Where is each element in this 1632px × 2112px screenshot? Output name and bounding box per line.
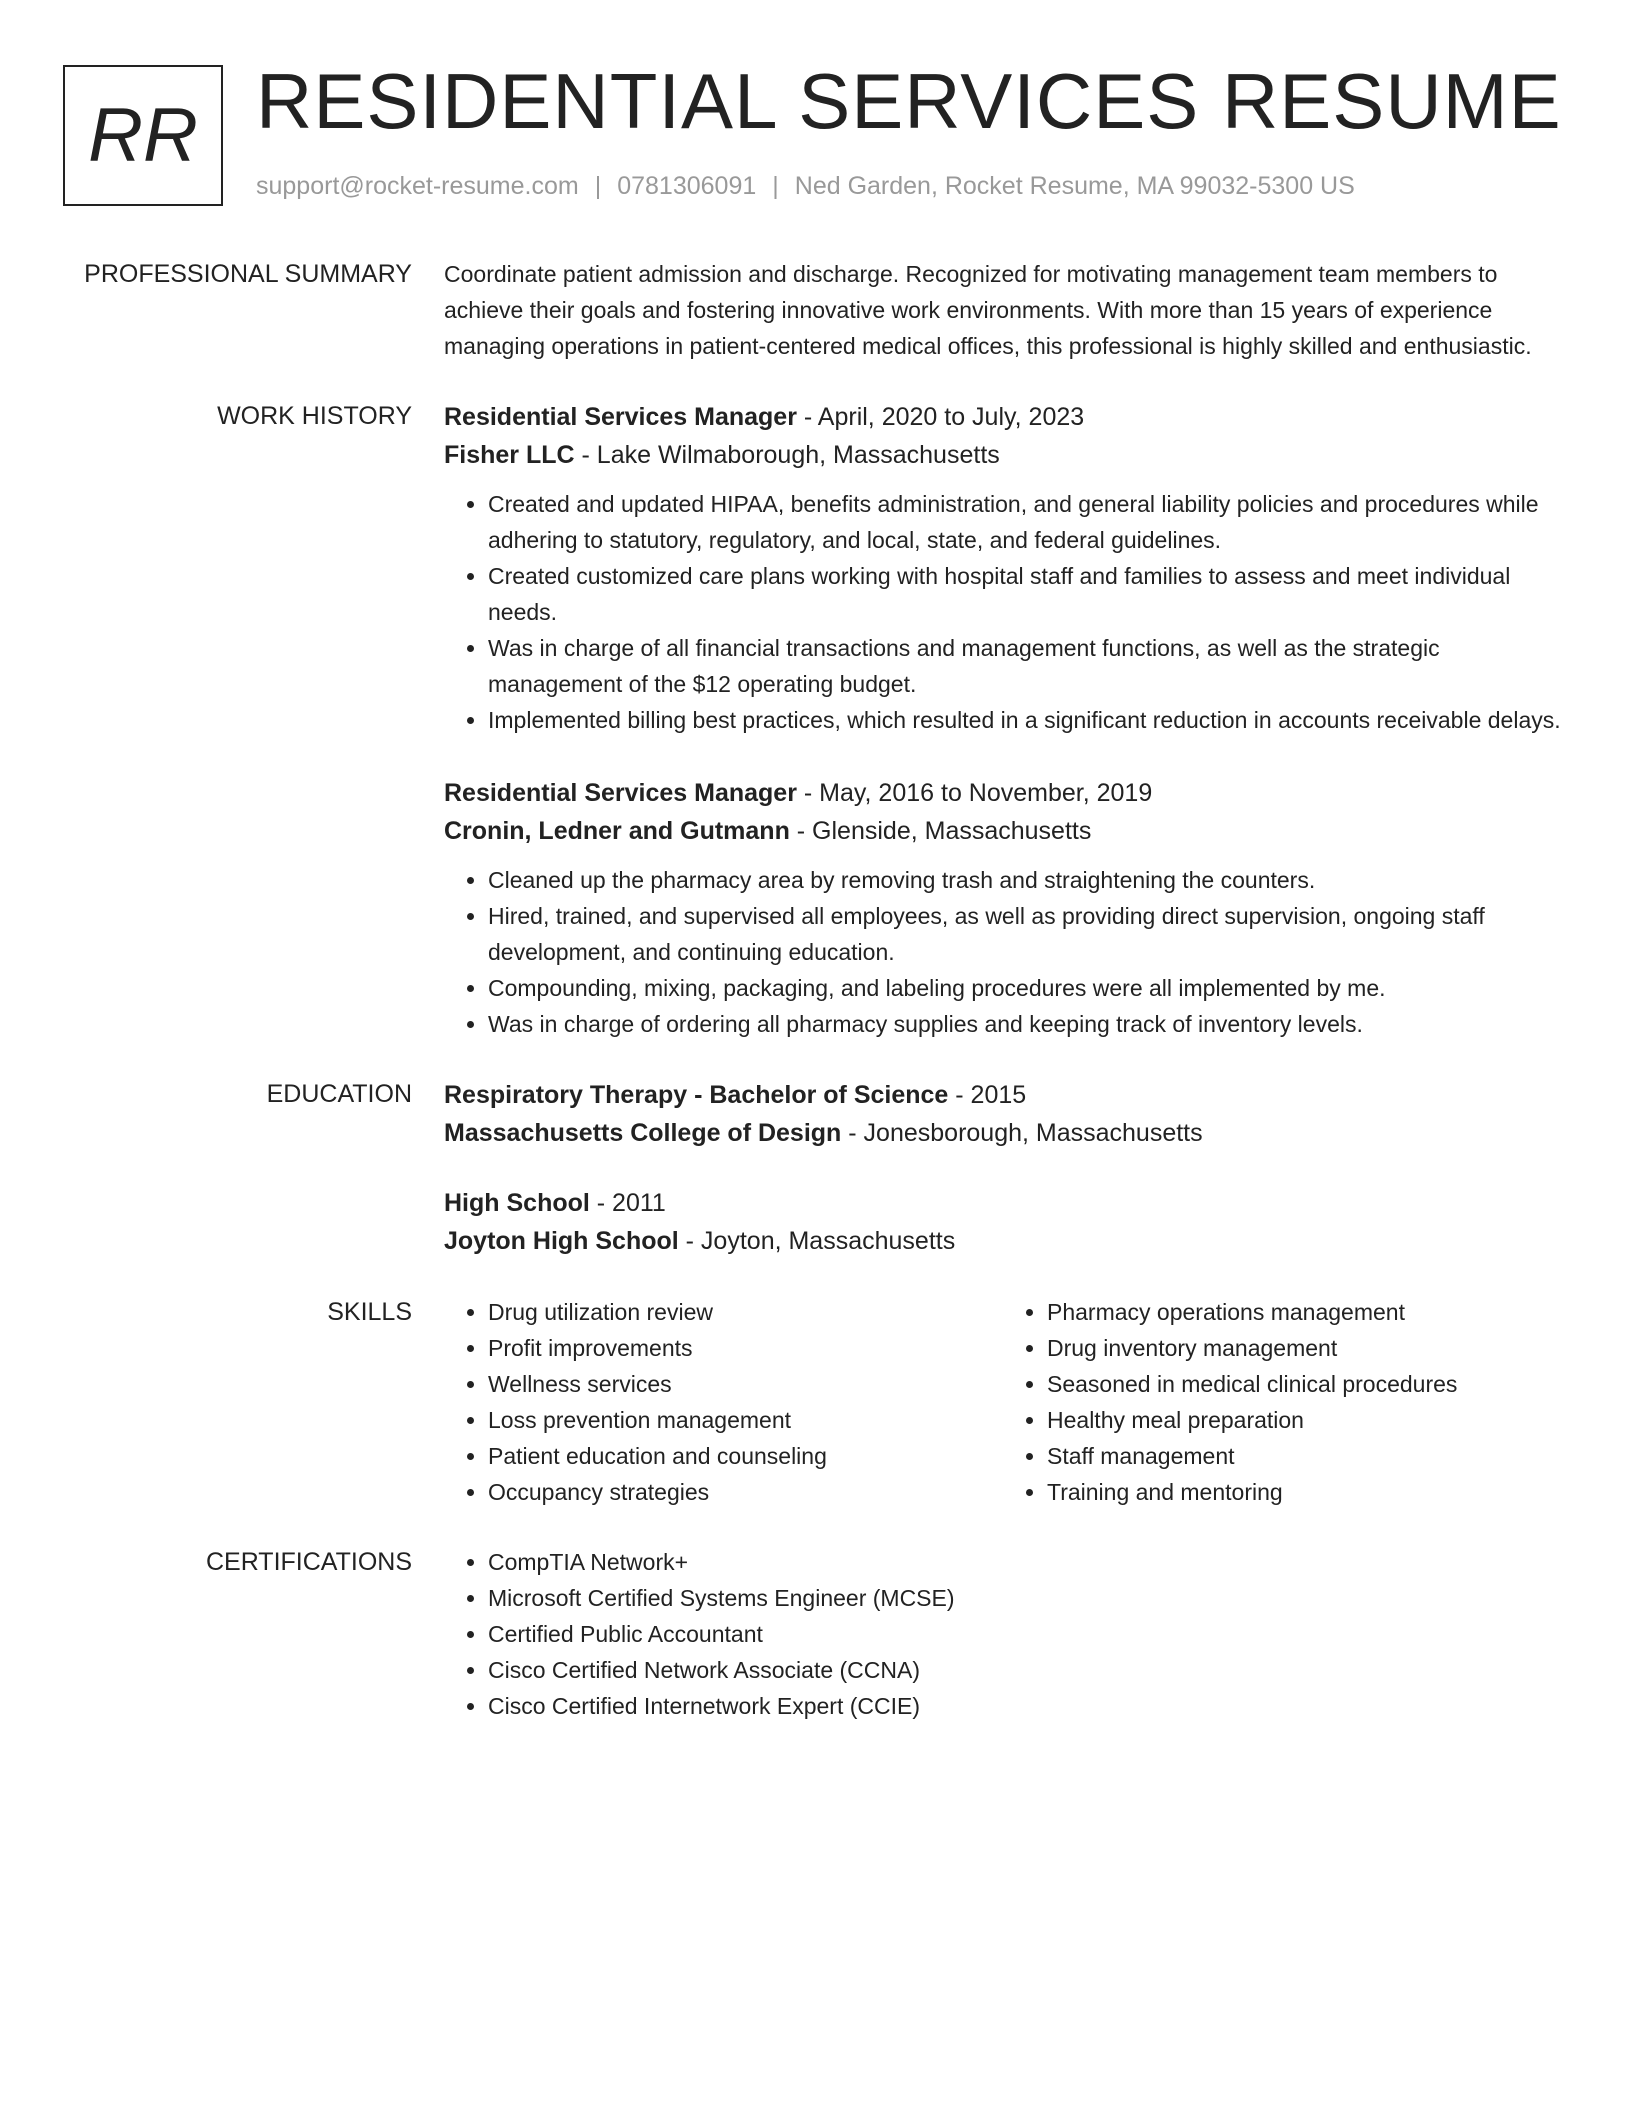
certification-item: • Microsoft Certified Systems Engineer (MCSE) (488, 1580, 1562, 1616)
skill-item: • Profit improvements (488, 1330, 1003, 1366)
skill-item: • Wellness services (488, 1366, 1003, 1402)
job-dates: - May, 2016 to November, 2019 (796, 779, 1153, 807)
skills-section (0, 1294, 1632, 1510)
skill-item: • Drug inventory management (1047, 1330, 1562, 1366)
job-title: Residential Services Manager (444, 779, 797, 807)
summary-body (444, 256, 1562, 364)
skill-item: • Occupancy strategies (488, 1474, 1003, 1510)
job-bullets (444, 862, 1562, 1042)
work-history-body (444, 398, 1562, 1042)
job-title: Residential Services Manager (444, 403, 797, 431)
job-location: - Lake Wilmaborough, Massachusetts (574, 441, 1000, 469)
contact-separator: | (594, 172, 602, 200)
section-label-summary: PROFESSIONAL SUMMARY (84, 260, 412, 288)
monogram-logo: RR (63, 65, 223, 206)
section-label-certifications: CERTIFICATIONS (205, 1548, 412, 1576)
job-bullet: • Was in charge of ordering all pharmacy supplies and keeping track of inventory levels. (488, 1006, 1562, 1042)
education-entry (444, 1184, 1562, 1260)
resume-sections (0, 256, 1632, 1758)
summary-section (0, 256, 1632, 364)
skill-item: • Healthy meal preparation (1047, 1402, 1562, 1438)
job-company-line (444, 436, 1562, 474)
skill-item: • Training and mentoring (1047, 1474, 1562, 1510)
school-name: Massachusetts College of Design (444, 1119, 842, 1147)
education-section (0, 1076, 1632, 1260)
job-company: Fisher LLC (444, 441, 575, 469)
school-line (444, 1114, 1562, 1152)
education-body (444, 1076, 1562, 1260)
school-line (444, 1222, 1562, 1260)
certifications-list (444, 1544, 1562, 1724)
job-location: - Glenside, Massachusetts (789, 817, 1092, 845)
page-title: RESIDENTIAL SERVICES RESUME (256, 57, 1562, 145)
school-location: - Joyton, Massachusetts (678, 1227, 956, 1255)
contact-phone: 0781306091 (617, 172, 757, 200)
job-bullet: • Hired, trained, and supervised all employees, as well as providing direct supervision, ongoing staff development, and continuing education. (488, 898, 1562, 970)
degree-name: Respiratory Therapy - Bachelor of Science (444, 1081, 949, 1109)
job-bullet: • Was in charge of all financial transactions and management functions, as well as the strategic management of the $12 operating budget. (488, 630, 1562, 702)
job-title-line (444, 398, 1562, 436)
skills-list-right (1003, 1294, 1562, 1510)
job-bullet: • Created customized care plans working with hospital staff and families to assess and meet individual needs. (488, 558, 1562, 630)
job-company-line (444, 812, 1562, 850)
job-entry (444, 774, 1562, 1042)
job-bullet: • Created and updated HIPAA, benefits administration, and general liability policies and procedures while adhering to statutory, regulatory, and local, state, and federal guidelines. (488, 486, 1562, 558)
skill-item: • Loss prevention management (488, 1402, 1003, 1438)
degree-name: High School (444, 1189, 590, 1217)
job-dates: - April, 2020 to July, 2023 (796, 403, 1085, 431)
skill-item: • Staff management (1047, 1438, 1562, 1474)
job-bullet: • Cleaned up the pharmacy area by removing trash and straightening the counters. (488, 862, 1562, 898)
certifications-body (444, 1544, 1562, 1724)
certification-item: • Cisco Certified Network Associate (CCNA) (488, 1652, 1562, 1688)
job-company: Cronin, Ledner and Gutmann (444, 817, 790, 845)
job-bullets (444, 486, 1562, 738)
contact-address: Ned Garden, Rocket Resume, MA 99032-5300 US (794, 172, 1355, 200)
skills-grid (444, 1294, 1562, 1510)
summary-text: Coordinate patient admission and discharge. Recognized for motivating management team members to achieve their goals and fostering innovative work environments. With more than 15 years of experience managing operations in patient-centered medical offices, this professional is highly skilled and enthusiastic. (444, 261, 1532, 359)
job-bullet: • Compounding, mixing, packaging, and labeling procedures were all implemented by me. (488, 970, 1562, 1006)
skill-item: • Seasoned in medical clinical procedures (1047, 1366, 1562, 1402)
education-entry (444, 1076, 1562, 1152)
contact-line (256, 172, 1355, 201)
contact-email: support@rocket-resume.com (256, 172, 579, 200)
skills-body (444, 1294, 1562, 1510)
contact-separator: | (772, 172, 779, 200)
degree-line (444, 1076, 1562, 1114)
school-location: - Jonesborough, Massachusetts (841, 1119, 1203, 1147)
section-label-skills: SKILLS (327, 1298, 412, 1326)
skill-item: • Drug utilization review (488, 1294, 1003, 1330)
degree-year: - 2011 (589, 1189, 666, 1217)
degree-year: - 2015 (948, 1081, 1027, 1109)
job-entry (444, 398, 1562, 738)
certification-item: • Certified Public Accountant (488, 1616, 1562, 1652)
job-bullet: • Implemented billing best practices, which resulted in a significant reduction in accounts receivable delays. (488, 702, 1562, 738)
school-name: Joyton High School (444, 1227, 679, 1255)
section-label-work-history: WORK HISTORY (217, 402, 412, 430)
skills-list-left (444, 1294, 1003, 1510)
certification-item: • Cisco Certified Internetwork Expert (CCIE) (488, 1688, 1562, 1724)
job-title-line (444, 774, 1562, 812)
section-label-education: EDUCATION (266, 1080, 412, 1108)
certification-item: • CompTIA Network+ (488, 1544, 1562, 1580)
degree-line (444, 1184, 1562, 1222)
skill-item: • Patient education and counseling (488, 1438, 1003, 1474)
skill-item: • Pharmacy operations management (1047, 1294, 1562, 1330)
work-history-section (0, 398, 1632, 1042)
certifications-section (0, 1544, 1632, 1724)
